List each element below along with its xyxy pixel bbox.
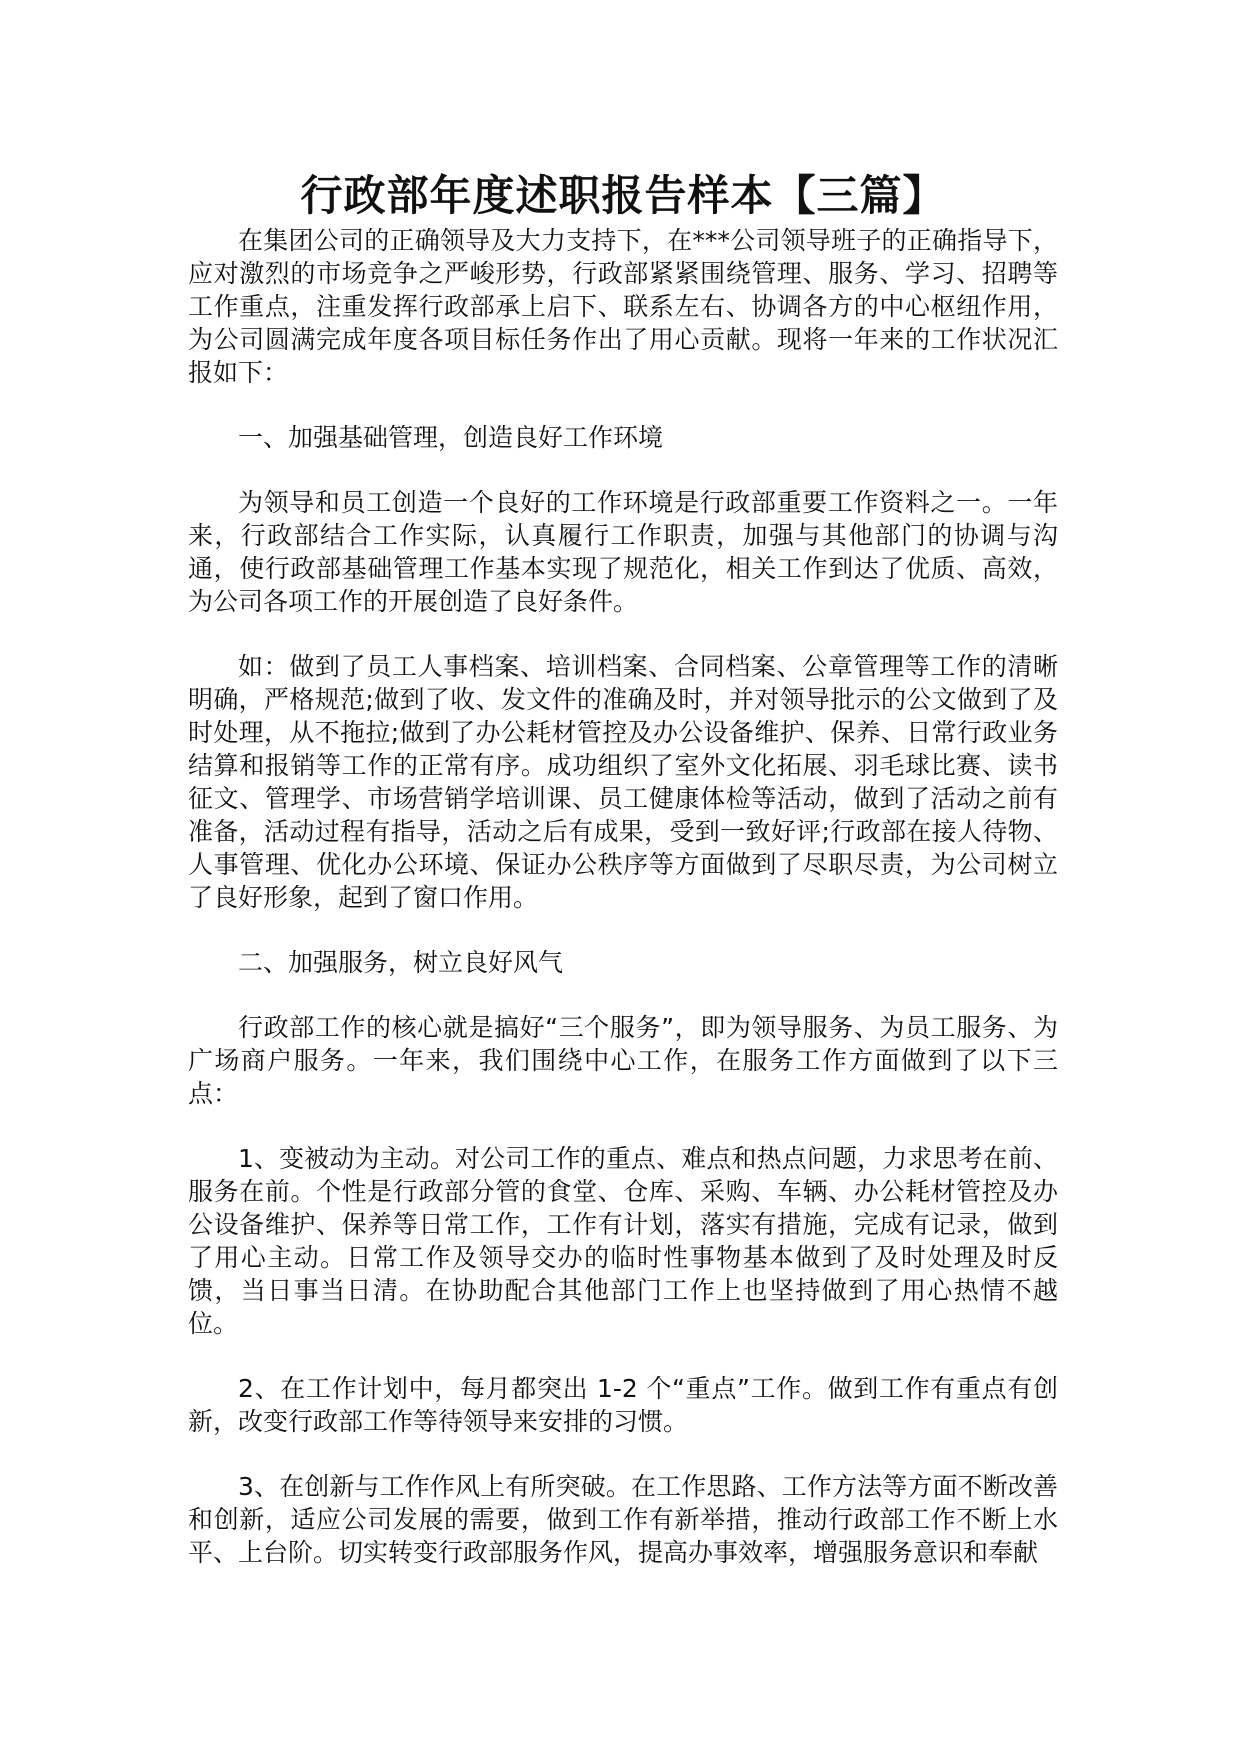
section-1-paragraph-1: 为领导和员工创造一个良好的工作环境是行政部重要工作资料之一。一年来，行政部结合工作实际，认真履行工作职责，加强与其他部门的协调与沟通，使行政部基础管理工作基本实现了规范化，相关工作到达了优质、高效，为公司各项工作的开展创造了良好条件。 (188, 488, 1058, 616)
section-2-paragraph-1: 行政部工作的核心就是搞好“三个服务”，即为领导服务、为员工服务、为广场商户服务。一年来，我们围绕中心工作，在服务工作方面做到了以下三点： (188, 1013, 1058, 1108)
section-1-heading: 一、加强基础管理，创造良好工作环境 (238, 423, 664, 452)
document-page (188, 168, 1058, 1601)
intro-paragraph: 在集团公司的正确领导及大力支持下，在***公司领导班子的正确指导下，应对激烈的市场竞争之严峻形势，行政部紧紧围绕管理、服务、学习、招聘等工作重点，注重发挥行政部承上启下、联系左右、协调各方的中心枢纽作用，为公司圆满完成年度各项目标任务作出了用心贡献。现将一年来的工作状况汇报如下： (188, 226, 1058, 387)
section-1-paragraph-2: 如：做到了员工人事档案、培训档案、合同档案、公章管理等工作的清晰明确，严格规范;做到了收、发文件的准确及时，并对领导批示的公文做到了及时处理，从不拖拉;做到了办公耗材管控及办公设备维护、保养、日常行政业务结算和报销等工作的正常有序。成功组织了室外文化拓展、羽毛球比赛、读书征文、管理学、市场营销学培训课、员工健康体检等活动，做到了活动之前有准备，活动过程有指导，活动之后有成果，受到一致好评;行政部在接人待物、人事管理、优化办公环境、保证办公秩序等方面做到了尽职尽责，为公司树立了良好形象，起到了窗口作用。 (188, 652, 1058, 912)
section-2-point-2: 2、在工作计划中，每月都突出 1-2 个“重点”工作。做到工作有重点有创新，改变行政部工作等待领导来安排的习惯。 (188, 1374, 1058, 1436)
section-2-heading: 二、加强服务，树立良好风气 (238, 948, 564, 977)
section-2-point-1: 1、变被动为主动。对公司工作的重点、难点和热点问题，力求思考在前、服务在前。个性是行政部分管的食堂、仓库、采购、车辆、办公耗材管控及办公设备维护、保养等日常工作，工作有计划，落实有措施，完成有记录，做到了用心主动。日常工作及领导交办的临时性事物基本做到了及时处理及时反馈，当日事当日清。在协助配合其他部门工作上也坚持做到了用心热情不越位。 (188, 1144, 1058, 1338)
section-2-point-3: 3、在创新与工作作风上有所突破。在工作思路、工作方法等方面不断改善和创新，适应公司发展的需要，做到工作有新举措，推动行政部工作不断上水平、上台阶。切实转变行政部服务作风，提高办事效率，增强服务意识和奉献 (188, 1472, 1058, 1567)
document-title: 行政部年度述职报告样本【三篇】 (300, 171, 946, 220)
